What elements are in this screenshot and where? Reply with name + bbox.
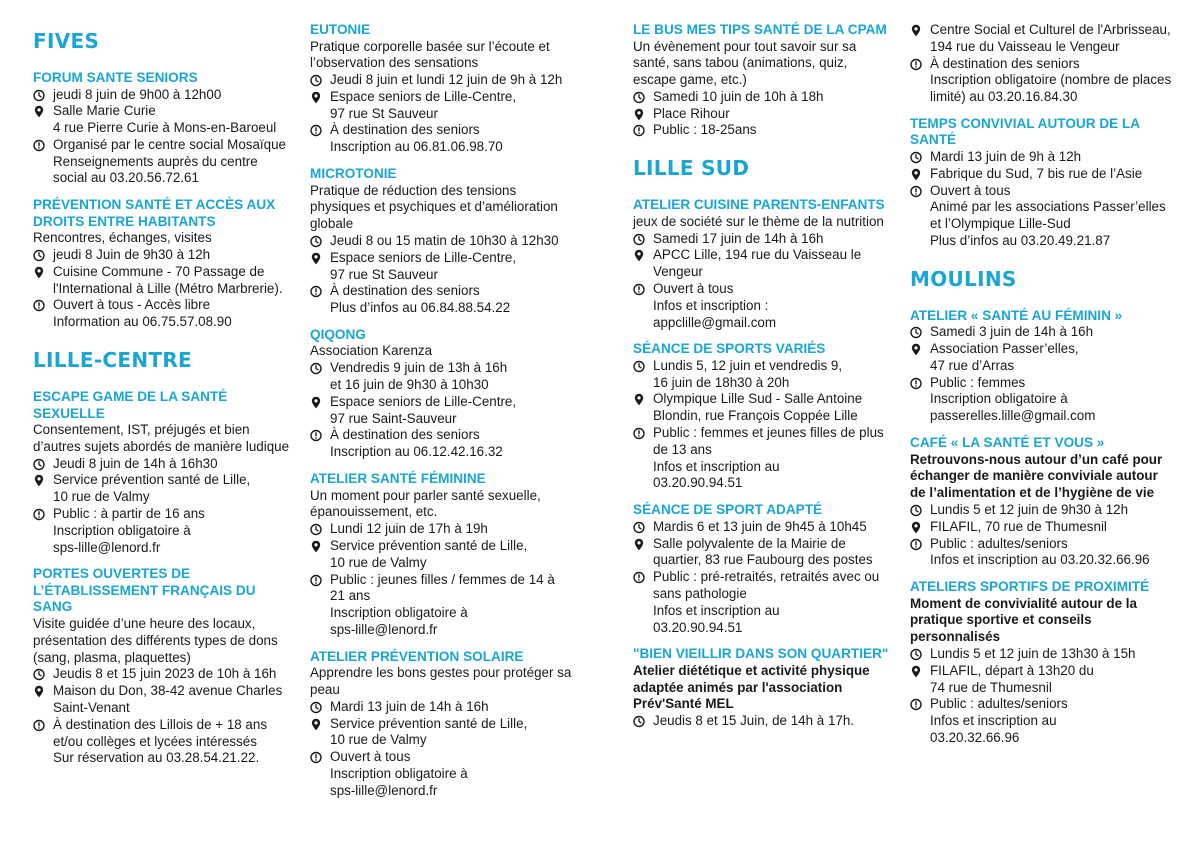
- event-block: [910, 22, 1172, 106]
- info-icon: [633, 122, 653, 139]
- location-pin-icon: [33, 472, 53, 506]
- location-pin-icon: [310, 250, 330, 284]
- event-detail-row: [310, 716, 572, 750]
- event-detail-row: [633, 713, 891, 730]
- event-description: Pratique corporelle basée sur l’écoute et l’observation des sensations: [310, 38, 550, 71]
- clock-icon: [633, 89, 653, 106]
- event-detail-row: [33, 264, 291, 298]
- event-detail-row: [33, 103, 291, 137]
- event-detail-text: Lundi 12 juin de 17h à 19h: [330, 521, 488, 537]
- event-detail-text: Lundis 5 et 12 juin de 13h30 à 15h: [930, 646, 1136, 662]
- event-detail-text: Maison du Don, 38-42 avenue Charles Saint-Venant: [53, 683, 283, 715]
- column-3: [633, 22, 891, 740]
- event-detail-row: [633, 425, 891, 492]
- event-detail-text: Espace seniors de Lille-Centre, 97 rue St Sauveur: [330, 88, 517, 121]
- location-pin-icon: [633, 247, 653, 281]
- event-title: SÉANCE DE SPORT ADAPTÉ: [633, 502, 823, 518]
- info-icon: [33, 297, 53, 331]
- info-icon: [310, 283, 330, 317]
- event-detail-row: [310, 521, 572, 538]
- event-detail-text: Vendredis 9 juin de 13h à 16h et 16 juin de 9h30 à 10h30: [330, 360, 508, 393]
- clock-icon: [33, 87, 53, 104]
- event-title: ATELIER CUISINE PARENTS-ENFANTS: [633, 197, 885, 213]
- event-detail-row: [633, 391, 891, 425]
- event-title: "BIEN VIEILLIR DANS SON QUARTIER": [633, 646, 889, 662]
- area-heading: [633, 157, 749, 179]
- event-detail-text: Samedi 17 juin de 14h à 16h: [653, 230, 824, 246]
- location-pin-icon: [633, 106, 653, 123]
- event-title: MICROTONIE: [310, 166, 397, 182]
- event-block: [910, 579, 1172, 747]
- event-title: LE BUS MES TIPS SANTÉ DE LA CPAM: [633, 22, 887, 37]
- event-detail-text: Place Rihour: [653, 105, 730, 121]
- location-pin-icon: [310, 716, 330, 750]
- event-detail-text: Jeudi 8 juin et lundi 12 juin de 9h à 12h: [330, 72, 563, 88]
- event-description: Visite guidée d’une heure des locaux, présentation des différents types de dons (sang, plasma, plaquettes): [33, 615, 278, 665]
- event-detail-row: [910, 56, 1172, 106]
- event-detail-text: Public : pré-retraités, retraités avec ou sans pathologie Infos et inscription au 03.20.90.94.51: [653, 569, 880, 635]
- event-block: [310, 327, 572, 461]
- event-detail-row: [33, 247, 291, 264]
- event-title: ATELIER PRÉVENTION SOLAIRE: [310, 648, 524, 664]
- info-icon: [310, 427, 330, 461]
- event-detail-row: [633, 247, 891, 281]
- event-block: [33, 389, 291, 556]
- event-description: Un moment pour parler santé sexuelle, épanouissement, etc.: [310, 487, 541, 520]
- event-detail-row: [910, 341, 1172, 375]
- event-detail-row: [910, 183, 1172, 250]
- event-detail-text: À destination des seniors Inscription au 06.81.06.98.70: [330, 122, 503, 155]
- clock-icon: [33, 456, 53, 473]
- event-block: [910, 435, 1172, 569]
- event-detail-text: Salle Marie Curie 4 rue Pierre Curie à Mons-en-Baroeul: [53, 103, 277, 136]
- event-detail-row: [310, 699, 572, 716]
- event-block: [910, 308, 1172, 425]
- event-detail-text: FILAFIL, 70 rue de Thumesnil: [930, 518, 1107, 534]
- event-detail-row: [310, 394, 572, 428]
- event-description: jeux de société sur le thème de la nutrition: [633, 213, 884, 229]
- event-detail-text: Mardi 13 juin de 14h à 16h: [330, 698, 489, 714]
- event-detail-row: [33, 297, 291, 331]
- area-heading-text: FIVES: [33, 29, 100, 53]
- event-detail-text: Espace seniors de Lille-Centre, 97 rue Saint-Sauveur: [330, 393, 517, 426]
- info-icon: [910, 696, 930, 746]
- info-icon: [310, 749, 330, 799]
- event-detail-text: Public : 18-25ans: [653, 122, 757, 138]
- event-detail-row: [310, 360, 572, 394]
- column-1: [33, 22, 291, 777]
- event-detail-text: À destination des seniors Plus d’infos au 06.84.88.54.22: [330, 283, 511, 316]
- event-description: Moment de convivialité autour de la pratique sportive et conseils personnalisés: [910, 595, 1137, 645]
- event-detail-row: [33, 87, 291, 104]
- location-pin-icon: [633, 536, 653, 570]
- event-detail-row: [633, 536, 891, 570]
- event-title: CAFÉ « LA SANTÉ ET VOUS »: [910, 435, 1105, 451]
- event-detail-row: [633, 569, 891, 636]
- location-pin-icon: [33, 264, 53, 298]
- event-detail-row: [33, 456, 291, 473]
- event-block: [633, 197, 891, 331]
- event-description: Atelier diététique et activité physique adaptée animés par l'association Prév'Santé MEL: [633, 662, 870, 712]
- event-title: QIQONG: [310, 326, 366, 342]
- event-detail-row: [310, 122, 572, 156]
- event-description: Consentement, IST, préjugés et bien d’autres sujets abordés de manière ludique: [33, 422, 290, 454]
- info-icon: [33, 137, 53, 187]
- location-pin-icon: [910, 519, 930, 536]
- event-detail-text: Samedi 10 juin de 10h à 18h: [653, 88, 824, 104]
- event-detail-row: [910, 166, 1172, 183]
- event-detail-text: Organisé par le centre social Mosaïque Renseignements auprès du centre social au 03.20.56.72.61: [53, 136, 286, 186]
- event-description: Apprendre les bons gestes pour protéger sa peau: [310, 665, 572, 697]
- event-detail-text: FILAFIL, départ à 13h20 du 74 rue de Thumesnil: [930, 662, 1094, 695]
- event-title: PRÉVENTION SANTÉ ET ACCÈS AUX DROITS ENTRE HABITANTS: [33, 197, 276, 229]
- event-detail-text: Jeudis 8 et 15 Juin, de 14h à 17h.: [653, 713, 855, 729]
- info-icon: [910, 536, 930, 570]
- location-pin-icon: [910, 22, 930, 56]
- info-icon: [633, 569, 653, 636]
- clock-icon: [910, 149, 930, 166]
- event-detail-text: Service prévention santé de Lille, 10 rue de Valmy: [330, 537, 528, 570]
- event-detail-text: Jeudi 8 ou 15 matin de 10h30 à 12h30: [330, 232, 559, 248]
- event-description: Association Karenza: [310, 343, 433, 359]
- event-detail-text: Mardi 13 juin de 9h à 12h: [930, 148, 1082, 164]
- event-block: [910, 116, 1172, 250]
- clock-icon: [310, 699, 330, 716]
- event-detail-text: Lundis 5, 12 juin et vendredis 9, 16 juin de 18h30 à 20h: [653, 357, 843, 390]
- clock-icon: [910, 646, 930, 663]
- event-detail-row: [310, 89, 572, 123]
- event-detail-row: [910, 324, 1172, 341]
- info-icon: [33, 506, 53, 556]
- event-detail-text: Olympique Lille Sud - Salle Antoine Blondin, rue François Coppée Lille: [653, 391, 863, 424]
- event-detail-text: Espace seniors de Lille-Centre, 97 rue St Sauveur: [330, 249, 517, 282]
- event-block: [633, 341, 891, 492]
- location-pin-icon: [310, 89, 330, 123]
- event-block: [33, 70, 291, 187]
- event-title: ATELIERS SPORTIFS DE PROXIMITÉ: [910, 579, 1150, 595]
- event-title: ESCAPE GAME DE LA SANTÉ SEXUELLE: [33, 389, 228, 421]
- clock-icon: [633, 231, 653, 248]
- event-detail-text: Public : adultes/seniors Infos et inscription au 03.20.32.66.96: [930, 696, 1068, 745]
- clock-icon: [310, 521, 330, 538]
- location-pin-icon: [633, 391, 653, 425]
- event-description: Rencontres, échanges, visites: [33, 230, 212, 246]
- event-detail-text: Jeudis 8 et 15 juin 2023 de 10h à 16h: [53, 666, 277, 682]
- info-icon: [310, 122, 330, 156]
- event-description: Retrouvons-nous autour d’un café pour échanger de manière conviviale autour de l’alimentation et de l’hygiène de vie: [910, 451, 1163, 501]
- event-title: ATELIER SANTÉ FÉMININE: [310, 471, 486, 487]
- event-detail-row: [310, 283, 572, 317]
- location-pin-icon: [310, 538, 330, 572]
- event-block: [633, 22, 891, 139]
- event-block: [633, 646, 891, 730]
- event-detail-text: jeudi 8 juin de 9h00 à 12h00: [53, 86, 222, 102]
- event-detail-text: Ouvert à tous Animé par les associations Passer’elles et l’Olympique Lille-Sud Plus d’infos au 03.20.49.21.87: [930, 182, 1166, 248]
- event-title: SÉANCE DE SPORTS VARIÉS: [633, 341, 826, 357]
- clock-icon: [633, 358, 653, 392]
- event-detail-text: Ouvert à tous Infos et inscription : appclille@gmail.com: [653, 280, 776, 330]
- event-title: EUTONIE: [310, 22, 371, 37]
- event-detail-row: [33, 506, 291, 556]
- event-block: [633, 502, 891, 636]
- info-icon: [633, 425, 653, 492]
- info-icon: [33, 717, 53, 767]
- event-detail-row: [310, 572, 572, 639]
- clock-icon: [910, 502, 930, 519]
- area-heading-text: LILLE SUD: [633, 156, 750, 181]
- event-detail-row: [310, 538, 572, 572]
- event-block: [310, 471, 572, 639]
- event-detail-row: [633, 89, 891, 106]
- event-detail-text: Jeudi 8 juin de 14h à 16h30: [53, 455, 218, 471]
- info-icon: [910, 56, 930, 106]
- event-detail-text: Ouvert à tous - Accès libre Information au 06.75.57.08.90: [53, 297, 232, 330]
- clock-icon: [33, 666, 53, 683]
- event-detail-row: [910, 536, 1172, 570]
- info-icon: [310, 572, 330, 639]
- event-detail-text: APCC Lille, 194 rue du Vaisseau le Vengeur: [653, 247, 862, 280]
- event-block: [310, 166, 572, 317]
- event-block: [33, 197, 291, 331]
- event-detail-row: [633, 281, 891, 331]
- location-pin-icon: [310, 394, 330, 428]
- clock-icon: [33, 247, 53, 264]
- event-detail-text: Service prévention santé de Lille, 10 rue de Valmy: [330, 715, 528, 748]
- event-detail-text: Public : à partir de 16 ans Inscription obligatoire à sps-lille@lenord.fr: [53, 506, 205, 555]
- event-detail-row: [910, 696, 1172, 746]
- event-detail-row: [910, 663, 1172, 697]
- event-block: [310, 22, 572, 156]
- event-detail-row: [33, 683, 291, 717]
- clock-icon: [310, 360, 330, 394]
- clock-icon: [310, 233, 330, 250]
- clock-icon: [633, 713, 653, 730]
- event-detail-text: Association Passer’elles, 47 rue d’Arras: [930, 341, 1079, 373]
- event-detail-text: Public : femmes et jeunes filles de plus de 13 ans Infos et inscription au 03.20.90.94.51: [653, 425, 884, 491]
- event-title: ATELIER « SANTÉ AU FÉMININ »: [910, 307, 1123, 323]
- event-detail-row: [310, 233, 572, 250]
- event-detail-row: [910, 149, 1172, 166]
- event-detail-row: [310, 250, 572, 284]
- event-block: [33, 566, 291, 767]
- event-detail-text: Salle polyvalente de la Mairie de quartier, 83 rue Faubourg des postes: [653, 535, 873, 568]
- event-detail-row: [910, 502, 1172, 519]
- column-2: [310, 22, 572, 810]
- event-detail-row: [910, 646, 1172, 663]
- event-detail-text: À destination des seniors Inscription obligatoire (nombre de places limité) au 03.20.16.84.30: [930, 55, 1172, 105]
- info-icon: [633, 281, 653, 331]
- event-detail-row: [633, 358, 891, 392]
- event-detail-text: Fabrique du Sud, 7 bis rue de l’Asie: [930, 165, 1143, 181]
- info-icon: [910, 375, 930, 425]
- event-detail-row: [910, 375, 1172, 425]
- event-detail-row: [33, 717, 291, 767]
- area-heading: [33, 30, 99, 52]
- event-description: Un évènement pour tout savoir sur sa santé, sans tabou (animations, quiz, escape game, etc.): [633, 38, 857, 88]
- event-detail-row: [633, 231, 891, 248]
- event-detail-row: [910, 519, 1172, 536]
- area-heading: [33, 349, 192, 371]
- event-title: PORTES OUVERTES DE L’ÉTABLISSEMENT FRANÇAIS DU SANG: [33, 566, 256, 615]
- event-detail-text: Samedi 3 juin de 14h à 16h: [930, 324, 1094, 340]
- event-description: Pratique de réduction des tensions physiques et psychiques et d’amélioration globale: [310, 182, 558, 232]
- clock-icon: [633, 519, 653, 536]
- area-heading: [910, 268, 1017, 290]
- event-detail-text: Public : jeunes filles / femmes de 14 à 21 ans Inscription obligatoire à sps-lille@lenord.fr: [330, 571, 555, 637]
- event-detail-row: [33, 666, 291, 683]
- event-detail-row: [633, 519, 891, 536]
- location-pin-icon: [33, 103, 53, 137]
- event-title: FORUM SANTE SENIORS: [33, 70, 198, 85]
- area-heading-text: MOULINS: [910, 266, 1017, 291]
- event-detail-text: Public : femmes Inscription obligatoire à passerelles.lille@gmail.com: [930, 374, 1096, 424]
- clock-icon: [310, 72, 330, 89]
- event-detail-text: Lundis 5 et 12 juin de 9h30 à 12h: [930, 501, 1129, 517]
- event-detail-text: Mardis 6 et 13 juin de 9h45 à 10h45: [653, 518, 867, 534]
- event-block: [310, 649, 572, 800]
- area-heading-text: LILLE-CENTRE: [33, 348, 193, 373]
- clock-icon: [910, 324, 930, 341]
- event-detail-row: [33, 472, 291, 506]
- event-detail-text: À destination des Lillois de + 18 ans et/ou collèges et lycées intéressés Sur réservation au 03.28.54.21.22.: [53, 716, 268, 766]
- event-detail-row: [310, 749, 572, 799]
- event-detail-row: [633, 122, 891, 139]
- event-detail-row: [310, 72, 572, 89]
- location-pin-icon: [910, 166, 930, 183]
- event-detail-text: Centre Social et Culturel de l'Arbrisseau, 194 rue du Vaisseau le Vengeur: [930, 22, 1171, 54]
- event-detail-text: Service prévention santé de Lille, 10 rue de Valmy: [53, 472, 251, 505]
- event-detail-row: [910, 22, 1172, 56]
- event-detail-row: [633, 106, 891, 123]
- event-detail-text: Public : adultes/seniors Infos et inscription au 03.20.32.66.96: [930, 535, 1150, 568]
- event-detail-row: [33, 137, 291, 187]
- info-icon: [910, 183, 930, 250]
- event-detail-text: À destination des seniors Inscription au 06.12.42.16.32: [330, 427, 503, 460]
- event-detail-text: Cuisine Commune - 70 Passage de l'International à Lille (Métro Marbrerie).: [53, 263, 283, 296]
- event-detail-text: Ouvert à tous Inscription obligatoire à sps-lille@lenord.fr: [330, 749, 468, 798]
- location-pin-icon: [910, 341, 930, 375]
- location-pin-icon: [910, 663, 930, 697]
- event-title: TEMPS CONVIVIAL AUTOUR DE LA SANTÉ: [910, 115, 1140, 148]
- event-detail-row: [310, 427, 572, 461]
- event-detail-text: jeudi 8 Juin de 9h30 à 12h: [53, 247, 211, 263]
- location-pin-icon: [33, 683, 53, 717]
- column-4: [910, 22, 1172, 757]
